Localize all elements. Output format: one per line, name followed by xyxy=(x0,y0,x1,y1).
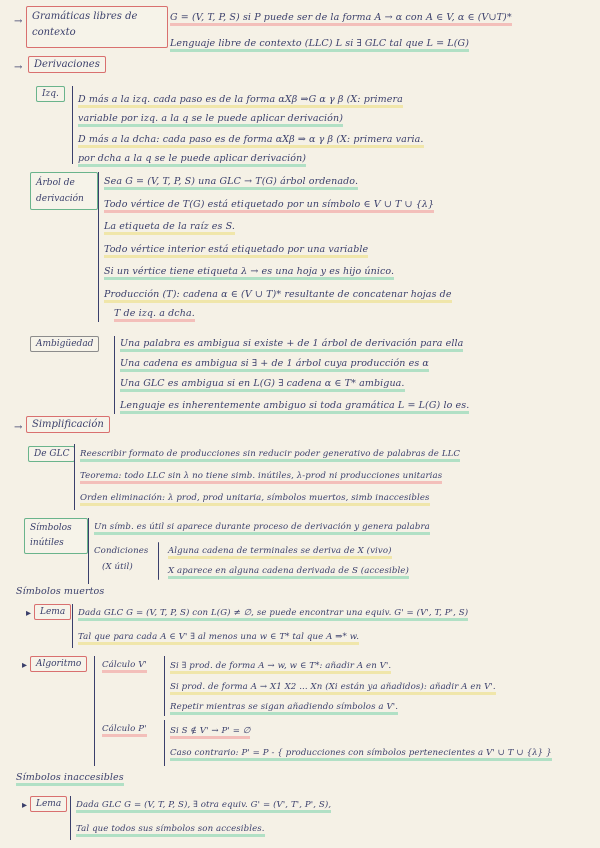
lema2-label-box xyxy=(30,796,67,812)
lema2-1: Dada GLC G = (V, T, P, S), ∃ otra equiv. G' = (V', T', P', S), xyxy=(76,800,331,810)
lema-label: Lema xyxy=(40,607,66,617)
arbol-3: La etiqueta de la raíz es S. xyxy=(104,221,235,232)
cond-1: Alguna cadena de terminales se deriva de X (vivo) xyxy=(168,546,392,556)
arrow-icon: ▸ xyxy=(22,800,28,811)
divider xyxy=(72,86,73,164)
arrow-icon: → xyxy=(14,422,23,433)
arbol-5: Si un vértice tiene etiqueta λ → es una hoja y es hijo único. xyxy=(104,266,394,277)
arrow-icon: → xyxy=(14,16,23,27)
ambig-2: Una cadena es ambigua si ∃ + de 1 árbol cuya producción es α xyxy=(120,358,429,369)
simpl-title-box xyxy=(26,416,110,433)
divider xyxy=(72,604,73,648)
cond-label-1: Condiciones xyxy=(94,546,149,556)
derivaciones-title-box xyxy=(28,56,106,73)
arbol-label-2: derivación xyxy=(36,194,84,204)
ambig-label-box xyxy=(30,336,99,352)
izq-1: D más a la izq. cada paso es de la forma αXβ ⇒G α γ β (X: primera xyxy=(78,94,403,105)
inacc-title: Símbolos inaccesibles xyxy=(16,772,124,783)
simpl-title: Simplificación xyxy=(32,419,104,430)
brace xyxy=(158,542,159,580)
ambig-label: Ambigüedad xyxy=(36,339,94,349)
gram-def-1: G = (V, T, P, S) si P puede ser de la forma A → α con A ∈ V, α ∈ (V∪T)* xyxy=(170,12,512,23)
derivaciones-title: Derivaciones xyxy=(34,59,100,70)
algoritmo-label: Algoritmo xyxy=(36,659,82,669)
calc-v-2: Si prod. de forma A → X1 X2 ... Xn (Xi están ya añadidos): añadir A en V'. xyxy=(170,682,496,692)
arrow-icon: ▸ xyxy=(26,608,32,619)
gram-def-2: Lenguaje libre de contexto (LLC) L si ∃ GLC tal que L = L(G) xyxy=(170,38,469,49)
deglc-3: Orden eliminación: λ prod, prod unitaria, símbolos muertos, simb inaccesibles xyxy=(80,493,430,503)
izq-label: Izq. xyxy=(42,89,59,99)
divider xyxy=(164,656,165,716)
lema2-label: Lema xyxy=(36,799,62,809)
ambig-1: Una palabra es ambigua si existe + de 1 árbol de derivación para ella xyxy=(120,338,463,349)
arbol-2: Todo vértice de T(G) está etiquetado por un símbolo ∈ V ∪ T ∪ {λ} xyxy=(104,199,434,210)
divider xyxy=(70,796,71,840)
gramaticas-title-box xyxy=(26,6,168,48)
simb-label-box xyxy=(24,518,88,554)
calc-p-1: Si S ∉ V' → P' = ∅ xyxy=(170,726,250,736)
ambig-3: Una GLC es ambigua si en L(G) ∃ cadena α ∈ T* ambigua. xyxy=(120,378,405,389)
muertos-title: Símbolos muertos xyxy=(16,586,105,597)
arbol-label-box xyxy=(30,172,98,210)
arbol-4: Todo vértice interior está etiquetado por una variable xyxy=(104,244,368,255)
ambig-4: Lenguaje es inherentemente ambiguo si toda gramática L = L(G) lo es. xyxy=(120,400,469,411)
divider xyxy=(114,336,115,414)
divider xyxy=(88,518,89,584)
simb-1: Un símb. es útil si aparece durante proceso de derivación y genera palabra xyxy=(94,522,430,532)
arbol-6: Producción (T): cadena α ∈ (V ∪ T)* resultante de concatenar hojas de xyxy=(104,289,452,300)
der-2: por dcha a la q se le puede aplicar derivación) xyxy=(78,153,306,164)
calc-v-3: Repetir mientras se sigan añadiendo símbolos a V'. xyxy=(170,702,398,712)
gramaticas-title: Gramáticas libres de contexto xyxy=(32,11,138,38)
izq-2: variable por izq. a la q se le puede aplicar derivación) xyxy=(78,113,343,124)
lema-2: Tal que para cada A ∈ V' ∃ al menos una w ∈ T* tal que A ⇒* w. xyxy=(78,632,359,642)
arrow-icon: → xyxy=(14,62,23,73)
deglc-2: Teorema: todo LLC sin λ no tiene simb. inútiles, λ-prod ni producciones unitarias xyxy=(80,471,442,481)
algoritmo-label-box xyxy=(30,656,87,672)
simb-label-1: Símbolos xyxy=(30,523,72,533)
cond-2: X aparece en alguna cadena derivada de S (accesible) xyxy=(168,566,409,576)
lema2-2: Tal que todos sus símbolos son accesibles. xyxy=(76,824,265,834)
divider xyxy=(74,444,75,510)
deglc-1: Reescribir formato de producciones sin reducir poder generativo de palabras de LLC xyxy=(80,449,460,459)
divider xyxy=(98,172,99,322)
lema-1: Dada GLC G = (V, T, P, S) con L(G) ≠ ∅, se puede encontrar una equiv. G' = (V', T, P', S) xyxy=(78,608,468,618)
arrow-icon: ▸ xyxy=(22,660,28,671)
arbol-label-1: Árbol de xyxy=(36,178,75,188)
calc-p-2: Caso contrario: P' = P - { producciones con símbolos pertenecientes a V' ∪ T ∪ {λ} } xyxy=(170,748,552,758)
arbol-7: T de izq. a dcha. xyxy=(114,308,195,319)
divider xyxy=(94,656,95,766)
arbol-1: Sea G = (V, T, P, S) una GLC → T(G) árbol ordenado. xyxy=(104,176,358,187)
divider xyxy=(164,720,165,766)
lema-label-box xyxy=(34,604,71,620)
calc-v-label: Cálculo V' xyxy=(102,660,147,670)
der-1: D más a la dcha: cada paso es de forma αXβ ⇒ α γ β (X: primera varia. xyxy=(78,134,424,145)
calc-p-label: Cálculo P' xyxy=(102,724,147,734)
calc-v-1: Si ∃ prod. de forma A → w, w ∈ T*: añadir A en V'. xyxy=(170,661,391,671)
izq-label-box xyxy=(36,86,65,102)
simb-label-2: inútiles xyxy=(30,538,64,548)
deglc-label-box xyxy=(28,446,75,462)
cond-label-2: (X útil) xyxy=(102,562,133,572)
deglc-label: De GLC xyxy=(34,449,70,459)
